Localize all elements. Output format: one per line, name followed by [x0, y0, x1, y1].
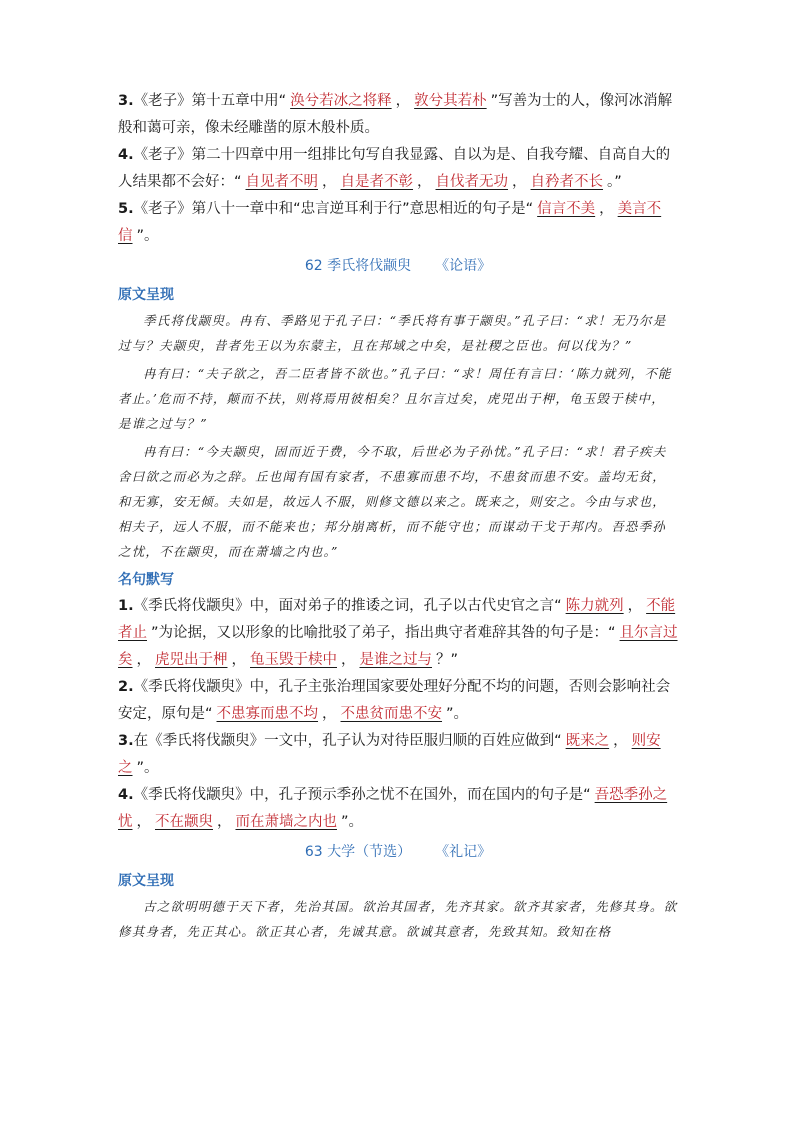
original-text-heading: 原文呈现 — [118, 873, 174, 889]
section-63-title: 63 大学（节选） 《礼记》 — [304, 844, 492, 860]
answer-blank: 不在颛臾 — [155, 814, 213, 830]
answer-blank: 涣兮若冰之将释 — [290, 93, 392, 109]
recite-question-2: 2.《季氏将伐颛臾》中，孔子主张治理国家要处理好分配不均的问题，否则会影响社会安定，原句是“ 不患寡而患不均 ， 不患贫而患不安 ”。 — [118, 679, 671, 722]
original-text-heading: 原文呈现 — [118, 287, 174, 303]
recite-question-4: 4.《季氏将伐颛臾》中，孔子预示季孙之忧不在国外，而在国内的句子是“ 吾恐季孙之忧 ， 不在颛臾 ， 而在萧墙之内也 ”。 — [118, 787, 668, 830]
answer-blank: 吾恐季孙之忧 — [118, 787, 668, 830]
answer-blank: 自矜者不长 — [530, 174, 604, 190]
answer-blank: 而在萧墙之内也 — [235, 814, 337, 830]
answer-blank: 不患寡而患不均 — [216, 706, 319, 722]
laozi-question-3: 3.《老子》第十五章中用“ 涣兮若冰之将释 ， 敦兮其若朴 ”写善为士的人，像河冰消解般和蔼可亲，像未经雕凿的原木般朴质。 — [118, 93, 673, 136]
answer-blank: 既来之 — [565, 733, 610, 749]
recite-question-1: 1.《季氏将伐颛臾》中，面对弟子的推诿之词，孔子以古代史官之言“ 陈力就列 ， 不能者止 ”为论据，又以形象的比喻批驳了弟子，指出典守者难辞其咎的句子是：“ 且尔言过矣 ， 虎兕出于柙 ， 龟玉毁于椟中 ， 是谁之过与 ？” — [118, 598, 678, 668]
original-paragraph-2: 冉有曰：“夫子欲之，吾二臣者皆不欲也。”孔子曰：“求！周任有言曰：‘陈力就列，不能者止。’危而不持，颠而不扶，则将焉用彼相矣？且尔言过矣，虎兕出于柙，龟玉毁于椟中，是谁之过与？” — [118, 366, 672, 431]
answer-blank: 信言不美 — [537, 201, 596, 217]
answer-blank: 美言不信 — [118, 201, 662, 244]
original-paragraph-1: 古之欲明明德于天下者，先治其国。欲治其国者，先齐其家。欲齐其家者，先修其身。欲修其身者，先正其心。欲正其心者，先诚其意。欲诚其意者，先致其知。致知在格 — [118, 899, 678, 939]
laozi-question-4: 4.《老子》第二十四章中用一组排比句写自我显露、自以为是、自我夸耀、自高自大的人结果都不会好：“ 自见者不明 ， 自是者不彰 ， 自伐者无功 ， 自矜者不长 。” — [118, 147, 671, 190]
answer-blank: 自是者不彰 — [340, 174, 414, 190]
answer-blank: 龟玉毁于椟中 — [250, 652, 337, 668]
answer-blank: 则安之 — [118, 733, 661, 776]
recitation-heading: 名句默写 — [118, 572, 174, 588]
answer-blank: 敦兮其若朴 — [414, 93, 487, 109]
answer-blank: 自见者不明 — [245, 174, 319, 190]
answer-blank: 是谁之过与 — [359, 652, 432, 668]
original-paragraph-1: 季氏将伐颛臾。冉有、季路见于孔子曰：“季氏将有事于颛臾。”孔子曰：“求！无乃尔是过与？夫颛臾，昔者先王以为东蒙主，且在邦域之中矣，是社稷之臣也。何以伐为？” — [118, 313, 667, 353]
section-62-title: 62 季氏将伐颛臾 《论语》 — [304, 258, 492, 274]
answer-blank: 不患贫而患不安 — [340, 706, 443, 722]
document-page — [118, 88, 678, 947]
answer-blank: 不能者止 — [118, 598, 676, 641]
answer-blank: 虎兕出于柙 — [155, 652, 228, 668]
original-paragraph-3: 冉有曰：“今夫颛臾，固而近于费，今不取，后世必为子孙忧。”孔子曰：“求！君子疾夫舍曰欲之而必为之辞。丘也闻有国有家者，不患寡而患不均，不患贫而患不安。盖均无贫，和无寡，安无倾。夫如是，故远人不服，则修文德以来之。既来之，则安之。今由与求也，相夫子，远人不服，而不能来也；邦分崩离析，而不能守也；而谋动干戈于邦内。吾恐季孙之忧，不在颛臾，而在萧墙之内也。” — [118, 444, 667, 559]
laozi-question-5: 5.《老子》第八十一章中和“忠言逆耳利于行”意思相近的句子是“ 信言不美 ， 美言不信 ”。 — [118, 201, 662, 244]
answer-blank: 且尔言过矣 — [118, 625, 678, 668]
answer-blank: 陈力就列 — [565, 598, 624, 614]
answer-blank: 自伐者无功 — [435, 174, 509, 190]
recite-question-3: 3.在《季氏将伐颛臾》一文中，孔子认为对待臣服归顺的百姓应做到“ 既来之 ， 则安之 ”。 — [118, 733, 661, 776]
